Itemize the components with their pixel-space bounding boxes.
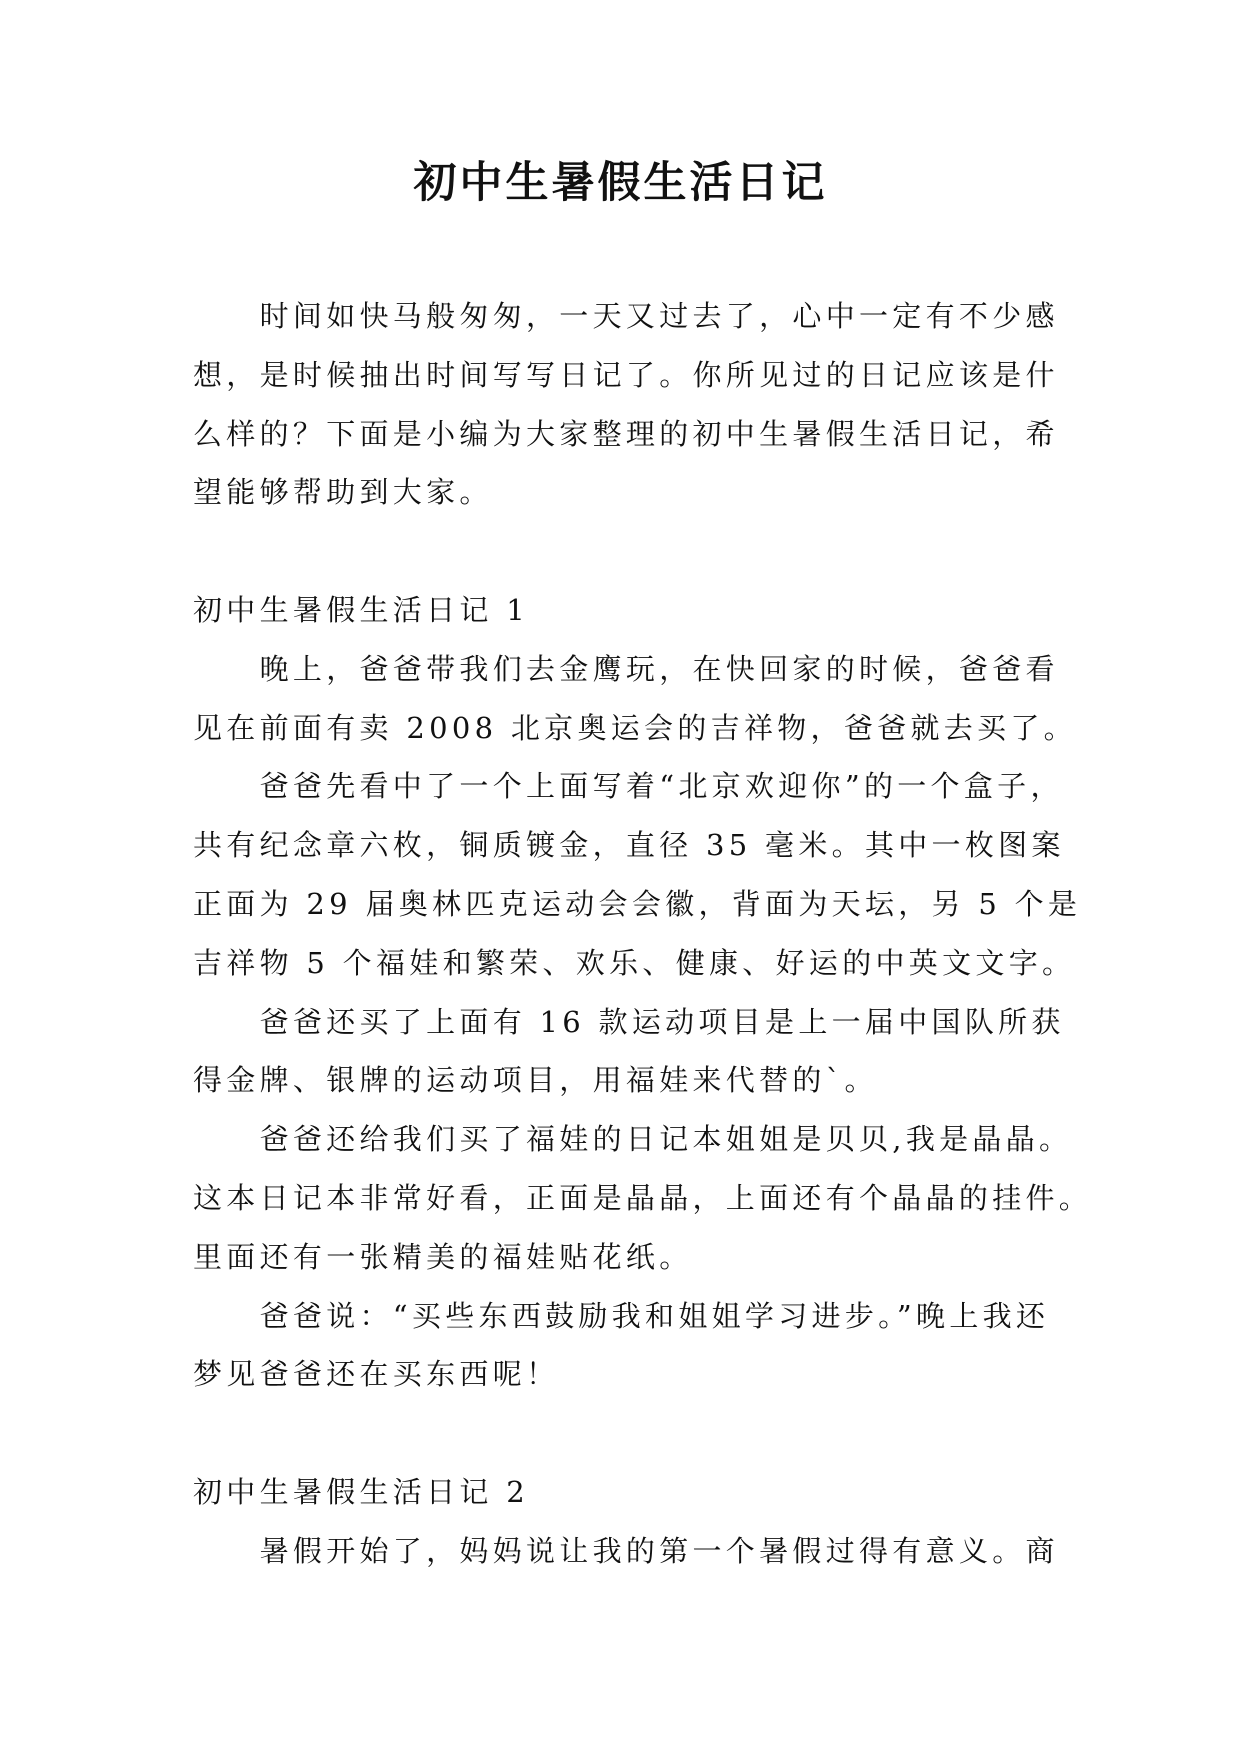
text-line: 正面为 29 届奥林匹克运动会会徽，背面为天坛，另 5 个是 — [193, 886, 1082, 921]
text-line: 爸爸还买了上面有 16 款运动项目是上一届中国队所获 — [259, 1004, 1065, 1039]
text-line: 望能够帮助到大家。 — [193, 475, 493, 510]
blank-line — [193, 1404, 1093, 1463]
text-line: 想，是时候抽出时间写写日记了。你所见过的日记应该是什 — [193, 357, 1059, 392]
entry-heading: 初中生暑假生活日记 1 — [193, 592, 529, 627]
text-line: 晚上，爸爸带我们去金鹰玩，在快回家的时候，爸爸看 — [259, 651, 1059, 686]
text-line: 爸爸先看中了一个上面写着“北京欢迎你”的一个盒子， — [259, 769, 1064, 804]
diary-entry — [193, 581, 1093, 1404]
text-line: 共有纪念章六枚，铜质镀金，直径 35 毫米。其中一枚图案 — [193, 828, 1065, 863]
paragraph — [193, 1522, 1093, 1581]
text-line: 爸爸还给我们买了福娃的日记本姐姐是贝贝,我是晶晶。 — [259, 1122, 1073, 1157]
paragraph — [193, 287, 1093, 522]
diary-entry — [193, 1463, 1093, 1581]
text-line: 这本日记本非常好看，正面是晶晶，上面还有个晶晶的挂件。 — [193, 1180, 1093, 1215]
text-line: 里面还有一张精美的福娃贴花纸。 — [193, 1239, 693, 1274]
document-title: 初中生暑假生活日记 — [413, 158, 828, 208]
paragraph — [193, 1110, 1093, 1286]
paragraph — [193, 1287, 1093, 1405]
paragraph — [193, 757, 1093, 992]
text-line: 时间如快马般匆匆，一天又过去了，心中一定有不少感 — [259, 299, 1059, 333]
text-line: 见在前面有卖 2008 北京奥运会的吉祥物，爸爸就去买了。 — [193, 710, 1077, 745]
text-line: 爸爸说：“买些东西鼓励我和姐姐学习进步。”晚上我还 — [259, 1298, 1050, 1333]
text-line: 梦见爸爸还在买东西呢！ — [193, 1357, 560, 1392]
paragraph — [193, 993, 1093, 1111]
text-line: 得金牌、银牌的运动项目，用福娃来代替的`。 — [193, 1063, 878, 1098]
document-body — [193, 287, 1093, 1581]
blank-line — [193, 522, 1093, 581]
intro-section — [193, 287, 1093, 522]
text-line: 么样的？下面是小编为大家整理的初中生暑假生活日记，希 — [193, 416, 1059, 451]
text-line: 暑假开始了，妈妈说让我的第一个暑假过得有意义。商 — [259, 1533, 1059, 1568]
text-line: 吉祥物 5 个福娃和繁荣、欢乐、健康、好运的中英文文字。 — [193, 945, 1076, 980]
entry-heading: 初中生暑假生活日记 2 — [193, 1474, 529, 1509]
paragraph — [193, 640, 1093, 758]
